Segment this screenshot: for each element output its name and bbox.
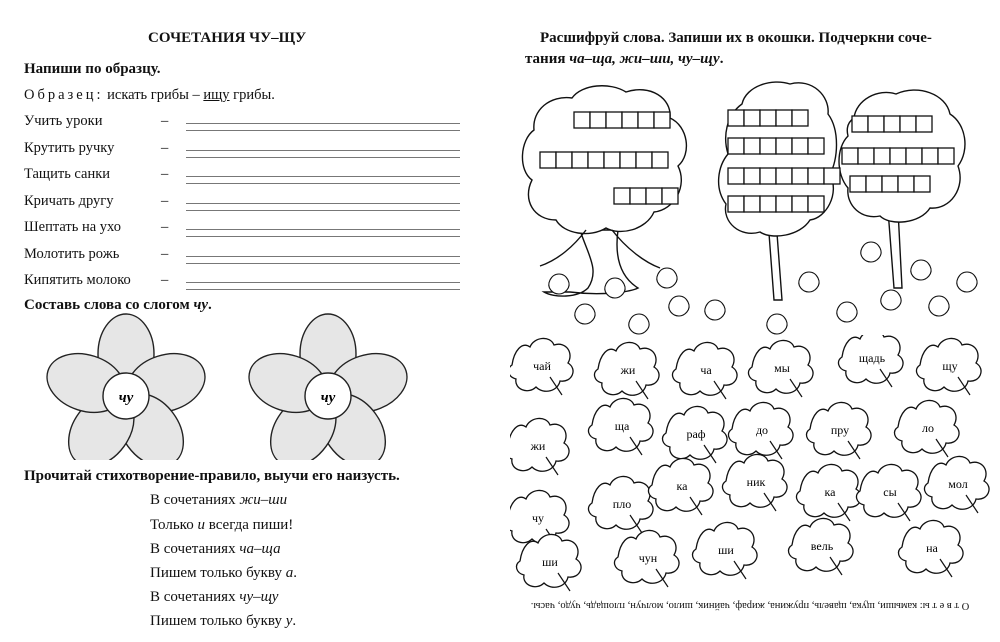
leaf-syllable: чу: [531, 511, 545, 525]
leaf-syllable: сы: [883, 485, 897, 499]
writing-line[interactable]: [186, 150, 460, 151]
poem-line: Пишем только букву у.: [150, 613, 297, 629]
phrase-label: Молотить рожь: [24, 246, 120, 262]
letter-box[interactable]: [914, 176, 930, 192]
small-leaf: [705, 300, 725, 320]
letter-box[interactable]: [874, 148, 890, 164]
letter-box[interactable]: [900, 116, 916, 132]
leaf-syllable: раф: [686, 427, 706, 441]
leaves-puzzle: [510, 335, 990, 595]
leaf-syllable: щадь: [858, 351, 886, 365]
leaf-syllable: чун: [638, 551, 658, 565]
letter-box[interactable]: [808, 138, 824, 154]
letter-box[interactable]: [654, 112, 670, 128]
phrase-label: Кричать другу: [24, 193, 114, 209]
letter-box[interactable]: [646, 188, 662, 204]
letter-box[interactable]: [574, 112, 590, 128]
leaf-syllable: ка: [676, 479, 688, 493]
small-leaf: [957, 272, 977, 292]
task2-text: Составь слова со слогом: [24, 297, 194, 313]
writing-line[interactable]: [186, 236, 460, 237]
syllable-leaf: [899, 520, 964, 577]
letter-box[interactable]: [938, 148, 954, 164]
letter-box[interactable]: [850, 176, 866, 192]
letter-box[interactable]: [808, 168, 824, 184]
right-title-combos: ча–ща, жи–ши, чу–щу: [569, 51, 720, 67]
small-leaf: [657, 268, 677, 288]
leaf-syllable: жи: [620, 363, 636, 377]
phrase-dash: –: [161, 246, 169, 262]
syllable-leaf: [723, 454, 788, 511]
syllable-leaf: [673, 342, 738, 399]
syllable-leaf: [749, 340, 814, 397]
leaf-syllable: ник: [746, 475, 766, 489]
leaf-syllable: вель: [810, 539, 834, 553]
letter-box[interactable]: [858, 148, 874, 164]
phrase-dash: –: [161, 166, 169, 182]
phrase-label: Учить уроки: [24, 113, 103, 129]
letter-box[interactable]: [808, 196, 824, 212]
syllable-leaf: [925, 456, 990, 513]
small-leaf: [605, 278, 625, 298]
letter-box[interactable]: [776, 110, 792, 126]
small-leaf: [881, 290, 901, 310]
syllable-leaf: [615, 530, 680, 587]
letter-box[interactable]: [792, 138, 808, 154]
letter-box[interactable]: [922, 148, 938, 164]
small-leaf: [911, 260, 931, 280]
letter-box[interactable]: [744, 138, 760, 154]
answer-key: О т в е т ы: камыши, щука, щавель, пружина, жираф, чайник, шило, молчун, площадь, чудо, часы.: [530, 600, 970, 611]
letter-box[interactable]: [760, 110, 776, 126]
letter-box[interactable]: [572, 152, 588, 168]
right-title-end: .: [719, 51, 724, 67]
letter-box[interactable]: [744, 196, 760, 212]
trees-illustration: [510, 70, 990, 340]
sample-text: искать грибы –: [103, 87, 204, 103]
syllable-leaf: [895, 400, 960, 457]
syllable-leaf: [807, 402, 872, 459]
small-leaf: [861, 242, 881, 262]
phrase-label: Шептать на ухо: [24, 219, 121, 235]
small-leaf: [799, 272, 819, 292]
leaf-syllable: ща: [614, 419, 630, 433]
leaf-syllable: ши: [718, 543, 734, 557]
small-leaf: [767, 314, 787, 334]
syllable-leaf: [510, 418, 569, 475]
leaf-syllable: щу: [942, 359, 958, 373]
page-title: СОЧЕТАНИЯ ЧУ–ЩУ: [148, 30, 307, 46]
leaf-syllable: ло: [922, 421, 934, 435]
leaf-syllable: мол: [948, 477, 968, 491]
sample-underlined: ищу: [203, 87, 230, 103]
writing-line[interactable]: [186, 176, 460, 177]
leaf-syllable: жи: [530, 439, 546, 453]
letter-box[interactable]: [636, 152, 652, 168]
syllable-leaf: [589, 398, 654, 455]
leaf-syllable: на: [926, 541, 938, 555]
poem-line: В сочетаниях ча–ща: [150, 541, 281, 557]
flower-2: [241, 314, 414, 460]
letter-box[interactable]: [744, 168, 760, 184]
letter-box[interactable]: [898, 176, 914, 192]
syllable-leaf: [839, 335, 904, 387]
phrase-dash: –: [161, 113, 169, 129]
letter-box[interactable]: [760, 168, 776, 184]
letter-box[interactable]: [792, 196, 808, 212]
letter-box[interactable]: [604, 152, 620, 168]
poem-line: В сочетаниях жи–ши: [150, 492, 288, 508]
syllable-leaf: [589, 476, 654, 533]
small-leaf: [575, 304, 595, 324]
writing-line[interactable]: [186, 256, 460, 257]
letter-box[interactable]: [744, 110, 760, 126]
leaf-syllable: до: [755, 423, 769, 437]
writing-line[interactable]: [186, 203, 460, 204]
letter-box[interactable]: [728, 110, 744, 126]
leaf-syllable: ши: [542, 555, 558, 569]
letter-box[interactable]: [868, 116, 884, 132]
writing-line[interactable]: [186, 210, 460, 211]
letter-box[interactable]: [890, 148, 906, 164]
letter-box[interactable]: [776, 196, 792, 212]
phrase-label: Тащить санки: [24, 166, 111, 182]
syllable-leaf: [510, 338, 573, 395]
letter-box[interactable]: [760, 196, 776, 212]
right-title: Расшифруй слова. Запиши их в окошки. Подчеркни соче-: [540, 30, 932, 46]
letter-box[interactable]: [728, 196, 744, 212]
leaf-syllable: чай: [533, 359, 551, 373]
leaf-syllable: ча: [700, 363, 712, 377]
letter-box[interactable]: [824, 168, 840, 184]
letter-box[interactable]: [662, 188, 678, 204]
task-write-by-sample: Напиши по образцу.: [24, 61, 161, 77]
small-leaf: [929, 296, 949, 316]
letter-box[interactable]: [630, 188, 646, 204]
leaf-syllable: ка: [824, 485, 836, 499]
leaf-syllable: пру: [830, 423, 850, 437]
syllable-leaf: [857, 464, 922, 521]
small-leaf: [837, 302, 857, 322]
small-leaf: [549, 274, 569, 294]
letter-box[interactable]: [638, 112, 654, 128]
syllable-leaf: [917, 338, 982, 395]
flower-syllable: чу: [118, 390, 134, 406]
letter-box[interactable]: [606, 112, 622, 128]
writing-line[interactable]: [186, 123, 460, 124]
letter-box[interactable]: [792, 168, 808, 184]
flower-1: [40, 314, 213, 460]
syllable-leaf: [649, 458, 714, 515]
phrase-label: Кипятить молоко: [24, 272, 131, 288]
phrase-dash: –: [161, 140, 169, 156]
letter-box[interactable]: [760, 138, 776, 154]
letter-box[interactable]: [916, 116, 932, 132]
small-leaf: [669, 296, 689, 316]
sample-text-end: грибы.: [229, 87, 275, 103]
letter-box[interactable]: [652, 152, 668, 168]
poem-line: Только и всегда пиши!: [150, 517, 294, 533]
writing-line[interactable]: [186, 229, 460, 230]
syllable-leaf: [797, 464, 862, 521]
letter-box[interactable]: [614, 188, 630, 204]
syllable-leaf: [789, 518, 854, 575]
leaf-syllable: мы: [774, 361, 790, 375]
task2-end: .: [208, 297, 212, 313]
syllable-leaf: [595, 342, 660, 399]
letter-box[interactable]: [590, 112, 606, 128]
letter-box[interactable]: [728, 138, 744, 154]
letter-box[interactable]: [884, 116, 900, 132]
letter-box[interactable]: [540, 152, 556, 168]
letter-box[interactable]: [622, 112, 638, 128]
syllable-leaf: [663, 406, 728, 463]
poem-line: В сочетаниях чу–щу: [150, 589, 279, 605]
letter-box[interactable]: [776, 168, 792, 184]
letter-box[interactable]: [842, 148, 858, 164]
poem-line: Пишем только букву а.: [150, 565, 297, 581]
phrase-dash: –: [161, 272, 169, 288]
letter-box[interactable]: [852, 116, 868, 132]
phrase-dash: –: [161, 219, 169, 235]
writing-line[interactable]: [186, 183, 460, 184]
writing-line[interactable]: [186, 263, 460, 264]
writing-line[interactable]: [186, 282, 460, 283]
task2-syllable: чу: [193, 297, 209, 313]
phrase-label: Крутить ручку: [24, 140, 115, 156]
right-title-text: тания: [525, 51, 570, 67]
letter-box[interactable]: [866, 176, 882, 192]
letter-box[interactable]: [776, 138, 792, 154]
sample-line: [24, 87, 275, 104]
small-leaf: [629, 314, 649, 334]
syllable-leaf: [729, 402, 794, 459]
letter-box[interactable]: [882, 176, 898, 192]
task-poem: Прочитай стихотворение-правило, выучи его наизусть.: [24, 468, 400, 484]
leaf-syllable: плo: [612, 497, 632, 511]
letter-box[interactable]: [620, 152, 636, 168]
letter-box[interactable]: [906, 148, 922, 164]
letter-box[interactable]: [728, 168, 744, 184]
letter-box[interactable]: [556, 152, 572, 168]
letter-box[interactable]: [588, 152, 604, 168]
flowers: [40, 310, 440, 460]
phrase-dash: –: [161, 193, 169, 209]
sample-label: Образец:: [24, 87, 104, 103]
syllable-leaf: [693, 522, 758, 579]
writing-line[interactable]: [186, 130, 460, 131]
right-title-continued: [525, 51, 723, 68]
flower-syllable: чу: [320, 390, 336, 406]
writing-line[interactable]: [186, 157, 460, 158]
writing-line[interactable]: [186, 289, 460, 290]
letter-box[interactable]: [792, 110, 808, 126]
